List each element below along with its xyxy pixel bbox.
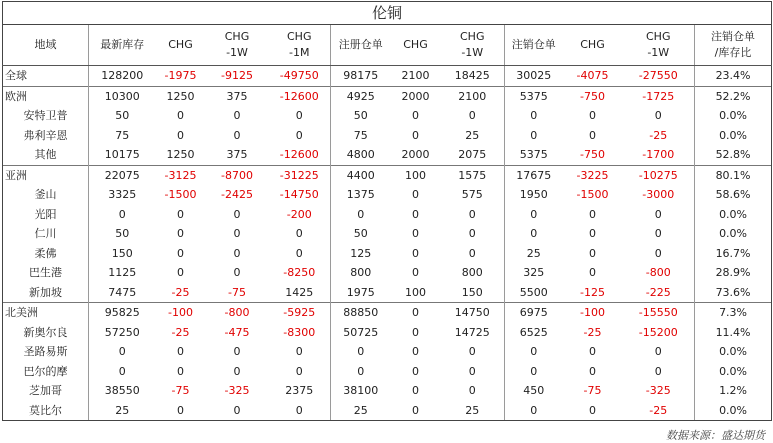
table-row [3,86,772,106]
value-cell: 575 [461,188,483,202]
value-cell: 2100 [441,86,505,106]
value-cell: -1500 [576,188,609,202]
value-cell: -1500 [164,188,197,202]
value-cell: 2075 [458,148,487,162]
table-row [3,401,772,421]
region-cell: 釜山 [3,185,89,205]
value-cell: 0 [654,364,662,378]
region-cell: 新奥尔良 [3,323,89,343]
value-cell: -25 [171,325,190,339]
value-cell: 4400 [331,165,391,185]
region-cell: 新加坡 [3,283,89,303]
value-cell: 0 [589,266,596,280]
value-cell: 0 [412,266,419,280]
value-cell: -325 [224,384,250,398]
value-cell: 14725 [454,325,490,339]
value-cell: -800 [645,266,671,280]
value-cell: -1700 [642,148,675,162]
value-cell: 375 [226,148,248,162]
value-cell: 0 [412,345,419,359]
value-cell: 2000 [391,86,441,106]
value-cell: 0 [177,207,184,221]
value-cell: 18425 [441,66,505,87]
value-cell: 7.3% [695,303,772,323]
value-cell: -100 [156,303,206,323]
value-cell: 0.0% [695,362,772,382]
region-cell: 柔佛 [3,244,89,264]
value-cell: -25 [583,325,602,339]
column-header: CHG [563,25,623,66]
region-cell: 光阳 [3,205,89,225]
value-cell: 22075 [89,165,156,185]
value-cell: 0 [233,128,241,142]
region-cell: 仁川 [3,224,89,244]
value-cell: 0 [177,345,184,359]
value-cell: 0 [177,266,184,280]
value-cell: 1375 [331,185,391,205]
value-cell: 10300 [89,86,156,106]
copper-inventory-table [2,1,772,421]
value-cell: 0 [233,364,241,378]
value-cell: 0 [589,109,596,123]
value-cell: 0 [468,227,476,241]
value-cell: 0 [391,401,441,421]
value-cell: 7475 [89,283,156,303]
value-cell: 0.0% [695,205,772,225]
value-cell: 0 [233,266,241,280]
value-cell: 0 [468,345,476,359]
value-cell: -25 [649,128,668,142]
value-cell: 38100 [331,381,391,401]
value-cell: 0 [412,384,419,398]
table-row [3,303,772,323]
table-body [3,66,772,421]
value-cell: 0 [654,246,662,260]
value-cell: 25 [505,244,563,264]
value-cell: -31225 [269,165,331,185]
table-row [3,126,772,146]
value-cell: 0 [505,106,563,126]
value-cell: 0 [331,362,391,382]
value-cell: 0 [468,384,476,398]
value-cell: -25 [171,285,190,299]
value-cell: 0.0% [695,106,772,126]
copper-inventory-table-wrapper [2,1,771,421]
value-cell: -49750 [269,66,331,87]
value-cell: 0.0% [695,126,772,146]
value-cell: 23.4% [695,66,772,87]
value-cell: 0 [412,364,419,378]
value-cell: 0 [331,205,391,225]
value-cell: 0 [295,364,303,378]
table-title: 伦铜 [3,2,772,25]
value-cell: 17675 [505,165,563,185]
value-cell: -800 [206,303,269,323]
value-cell: 0 [233,207,241,221]
value-cell: 0 [177,364,184,378]
table-row [3,106,772,126]
value-cell: 1125 [89,263,156,283]
value-cell: 5500 [505,283,563,303]
value-cell: 0 [654,345,662,359]
value-cell: 11.4% [695,323,772,343]
column-header: 最新库存 [89,25,156,66]
value-cell: -27550 [623,66,695,87]
table-row [3,185,772,205]
value-cell: -8300 [283,325,316,339]
value-cell: 0 [156,401,206,421]
table-row [3,362,772,382]
value-cell: 50725 [331,323,391,343]
value-cell: -3225 [563,165,623,185]
value-cell: 0 [412,109,419,123]
table-row [3,165,772,185]
title-row [3,2,772,25]
value-cell: -8250 [283,266,316,280]
region-cell: 芝加哥 [3,381,89,401]
value-cell: -225 [645,285,671,299]
column-header: 注销仓单 /库存比 [695,25,772,66]
column-header: 注销仓单 [505,25,563,66]
table-row [3,224,772,244]
value-cell: 25 [331,401,391,421]
region-cell: 巴生港 [3,263,89,283]
value-cell: -75 [583,384,602,398]
value-cell: 0 [412,325,419,339]
column-header: CHG -1W [206,25,269,66]
table-row [3,323,772,343]
value-cell: 0 [295,109,303,123]
value-cell: 0 [412,207,419,221]
value-cell: -9125 [206,66,269,87]
column-header: CHG [156,25,206,66]
value-cell: 6525 [505,323,563,343]
value-cell: 2100 [391,66,441,87]
value-cell: -12600 [269,86,331,106]
value-cell: 0 [563,401,623,421]
value-cell: 0 [233,345,241,359]
value-cell: 57250 [89,323,156,343]
value-cell: 0 [589,207,596,221]
value-cell: 0 [589,227,596,241]
column-header: CHG -1M [269,25,331,66]
value-cell: 0 [391,303,441,323]
table-row [3,205,772,225]
value-cell: 150 [89,244,156,264]
value-cell: -4075 [563,66,623,87]
value-cell: 6975 [505,303,563,323]
value-cell: 50 [89,106,156,126]
value-cell: 128200 [89,66,156,87]
value-cell: 88850 [331,303,391,323]
value-cell: 0 [654,109,662,123]
column-header: CHG [391,25,441,66]
value-cell: 25 [89,401,156,421]
value-cell: 375 [206,86,269,106]
value-cell: 0.0% [695,401,772,421]
value-cell: 0 [589,364,596,378]
value-cell: -125 [580,285,605,299]
column-header: CHG -1W [623,25,695,66]
value-cell: 325 [505,263,563,283]
value-cell: 0 [505,205,563,225]
region-cell: 欧洲 [3,86,89,106]
value-cell: -3000 [642,188,675,202]
region-cell: 北美洲 [3,303,89,323]
value-cell: -12600 [279,148,319,162]
value-cell: -75 [228,285,246,299]
column-header: 注册仓单 [331,25,391,66]
value-cell: 0 [589,345,596,359]
value-cell: 450 [505,381,563,401]
region-cell: 圣路易斯 [3,342,89,362]
value-cell: 0 [177,246,184,260]
value-cell: 0 [505,224,563,244]
value-cell: -750 [563,86,623,106]
table-row [3,66,772,87]
value-cell: 0 [89,205,156,225]
value-cell: -475 [224,325,250,339]
region-cell: 安特卫普 [3,106,89,126]
value-cell: -200 [286,207,312,221]
value-cell: 0 [295,345,303,359]
value-cell: 75 [89,126,156,146]
value-cell: 50 [331,224,391,244]
value-cell: -100 [563,303,623,323]
value-cell: 0.0% [695,224,772,244]
value-cell: 14750 [441,303,505,323]
value-cell: 0 [505,401,563,421]
value-cell: 1950 [505,185,563,205]
value-cell: 800 [331,263,391,283]
value-cell: 0 [468,364,476,378]
value-cell: -8700 [206,165,269,185]
value-cell: -25 [623,401,695,421]
value-cell: -75 [171,384,190,398]
value-cell: 0 [331,342,391,362]
value-cell: 0 [412,188,419,202]
value-cell: 0 [233,227,241,241]
value-cell: 3325 [89,185,156,205]
value-cell: 5375 [505,86,563,106]
value-cell: 16.7% [695,244,772,264]
value-cell: 0 [505,126,563,146]
table-row [3,283,772,303]
column-header: CHG -1W [441,25,505,66]
value-cell: 0 [468,109,476,123]
value-cell: 150 [461,285,483,299]
value-cell: 2375 [285,384,314,398]
value-cell: 58.6% [695,185,772,205]
region-cell: 亚洲 [3,165,89,185]
value-cell: 0 [233,246,241,260]
value-cell: 0 [412,246,419,260]
value-cell: 0 [505,342,563,362]
value-cell: 5375 [505,145,563,165]
value-cell: 1.2% [695,381,772,401]
table-row [3,342,772,362]
value-cell: 52.8% [695,145,772,165]
source-note: 数据来源：盛达期货 [666,429,765,442]
table-row [3,244,772,264]
value-cell: 1975 [331,283,391,303]
value-cell: 50 [331,106,391,126]
value-cell: 52.2% [695,86,772,106]
value-cell: 0 [295,128,303,142]
value-cell: 0 [89,342,156,362]
value-cell: -750 [580,148,605,162]
value-cell: 0 [468,246,476,260]
value-cell: 98175 [331,66,391,87]
value-cell: 0 [269,401,331,421]
value-cell: -1975 [156,66,206,87]
value-cell: 0 [468,207,476,221]
value-cell: 25 [441,401,505,421]
value-cell: 1575 [441,165,505,185]
value-cell: 4800 [331,145,391,165]
value-cell: -15550 [623,303,695,323]
value-cell: 95825 [89,303,156,323]
value-cell: 73.6% [695,283,772,303]
value-cell: 80.1% [695,165,772,185]
region-cell: 弗利辛恩 [3,126,89,146]
value-cell: 0 [589,128,596,142]
value-cell: 0 [505,362,563,382]
value-cell: -5925 [269,303,331,323]
value-cell: 100 [391,165,441,185]
value-cell: 30025 [505,66,563,87]
value-cell: 0 [177,227,184,241]
value-cell: -2425 [221,188,253,202]
value-cell: -1725 [623,86,695,106]
header-row [3,25,772,66]
value-cell: 0 [89,362,156,382]
value-cell: 1250 [156,86,206,106]
value-cell: 28.9% [695,263,772,283]
value-cell: -15200 [638,325,678,339]
value-cell: 0 [233,109,241,123]
value-cell: 0.0% [695,342,772,362]
value-cell: 0 [654,227,662,241]
value-cell: 10175 [89,145,156,165]
value-cell: 50 [89,224,156,244]
value-cell: -14750 [279,188,319,202]
value-cell: 0 [206,401,269,421]
value-cell: -3125 [156,165,206,185]
region-cell: 巴尔的摩 [3,362,89,382]
region-cell: 莫比尔 [3,401,89,421]
value-cell: 1425 [285,285,314,299]
value-cell: 100 [405,285,426,299]
region-cell: 其他 [3,145,89,165]
value-cell: 0 [177,128,184,142]
value-cell: 75 [331,126,391,146]
value-cell: 0 [295,246,303,260]
value-cell: 0 [654,207,662,221]
value-cell: 0 [412,128,419,142]
value-cell: 125 [331,244,391,264]
value-cell: 2000 [401,148,430,162]
column-header: 地域 [3,25,89,66]
region-cell: 全球 [3,66,89,87]
value-cell: 38550 [89,381,156,401]
value-cell: -10275 [623,165,695,185]
table-row [3,145,772,165]
value-cell: 0 [589,246,596,260]
value-cell: 0 [412,227,419,241]
value-cell: 4925 [331,86,391,106]
table-row [3,381,772,401]
value-cell: 25 [465,128,480,142]
value-cell: 0 [177,109,184,123]
value-cell: 800 [461,266,483,280]
value-cell: 0 [295,227,303,241]
value-cell: -325 [645,384,671,398]
table-row [3,263,772,283]
value-cell: 1250 [166,148,195,162]
